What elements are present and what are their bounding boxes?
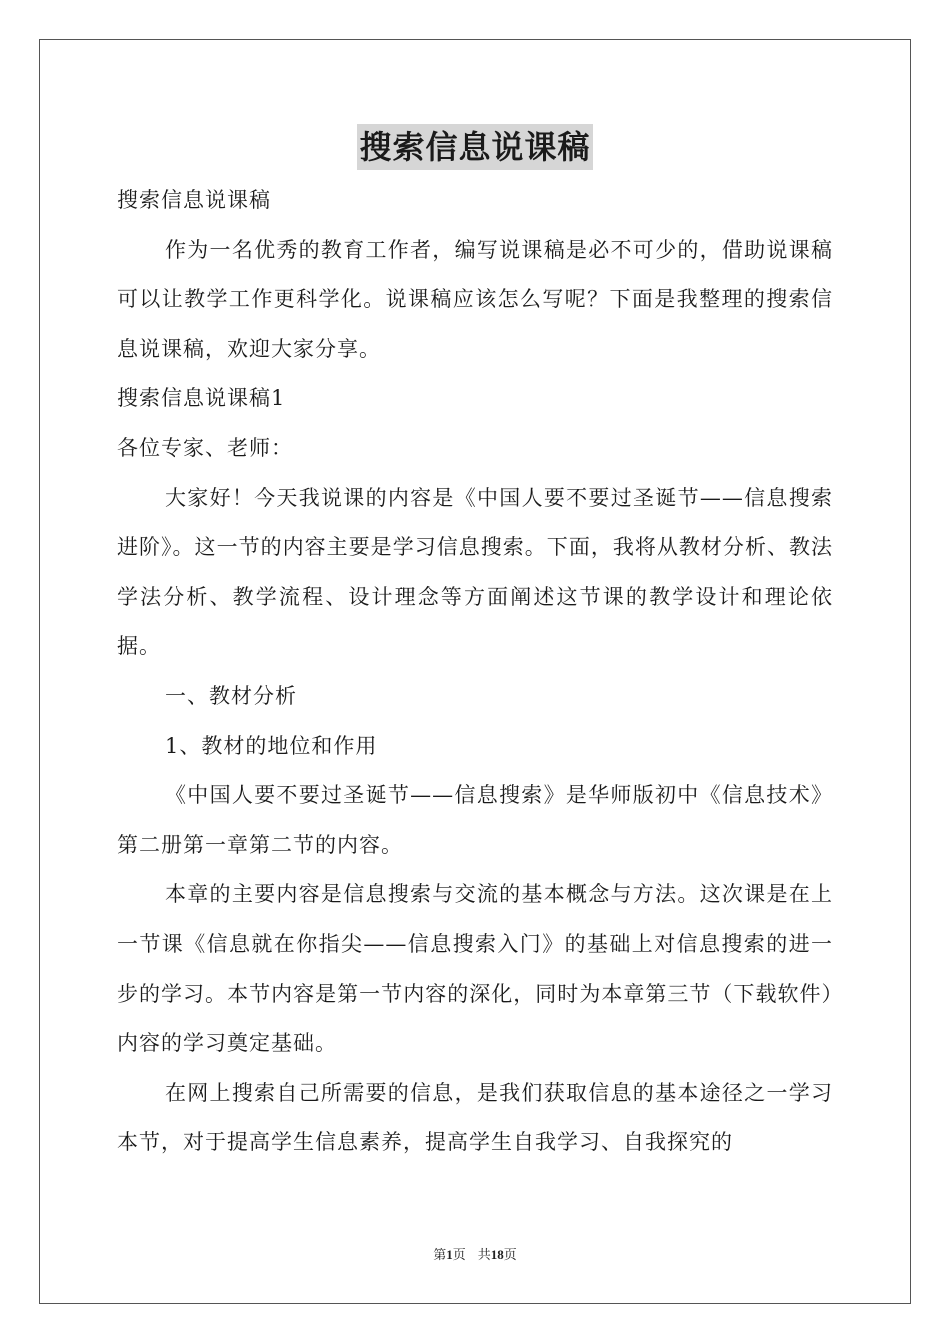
footer-total-prefix: 共 xyxy=(477,1247,491,1262)
paragraph-intro: 作为一名优秀的教育工作者，编写说课稿是必不可少的，借助说课稿可以让教学工作更科学化。说课稿应该怎么写呢？下面是我整理的搜索信息说课稿，欢迎大家分享。 xyxy=(117,237,833,361)
paragraph-heading: 搜索信息说课稿 xyxy=(117,188,271,212)
footer-page-suffix: 页 xyxy=(452,1247,466,1262)
page-footer xyxy=(0,1246,950,1264)
document-body xyxy=(117,176,833,1168)
footer-total-pages: 18 xyxy=(490,1247,504,1262)
document-title-text: 搜索信息说课稿 xyxy=(357,124,592,170)
document-title xyxy=(0,124,950,172)
paragraph-heading-analysis: 一、教材分析 xyxy=(165,683,297,708)
footer-total-suffix: 页 xyxy=(503,1247,517,1262)
paragraph-search: 在网上搜索自己所需要的信息，是我们获取信息的基本途径之一学习本节，对于提高学生信息素养，提高学生自我学习、自我探究的 xyxy=(117,1080,833,1155)
paragraph-greeting: 各位专家、老师： xyxy=(117,435,293,460)
footer-page-prefix: 第 xyxy=(433,1247,447,1262)
paragraph-textbook: 《中国人要不要过圣诞节——信息搜索》是华师版初中《信息技术》第二册第一章第二节的内容。 xyxy=(117,783,833,857)
paragraph-opening: 大家好！今天我说课的内容是《中国人要不要过圣诞节——信息搜索进阶》。这一节的内容主要是学习信息搜索。下面，我将从教材分析、教法学法分析、教学流程、设计理念等方面阐述这节课的教学设计和理论依据。 xyxy=(117,485,833,659)
paragraph-section-title: 搜索信息说课稿1 xyxy=(117,386,286,411)
footer-page-number: 1 xyxy=(446,1247,453,1262)
paragraph-chapter: 本章的主要内容是信息搜索与交流的基本概念与方法。这次课是在上一节课《信息就在你指尖——信息搜索入门》的基础上对信息搜索的进一步的学习。本节内容是第一节内容的深化，同时为本章第三节（下载软件）内容的学习奠定基础。 xyxy=(117,882,833,1056)
paragraph-subheading-role: 1、教材的地位和作用 xyxy=(165,733,378,758)
